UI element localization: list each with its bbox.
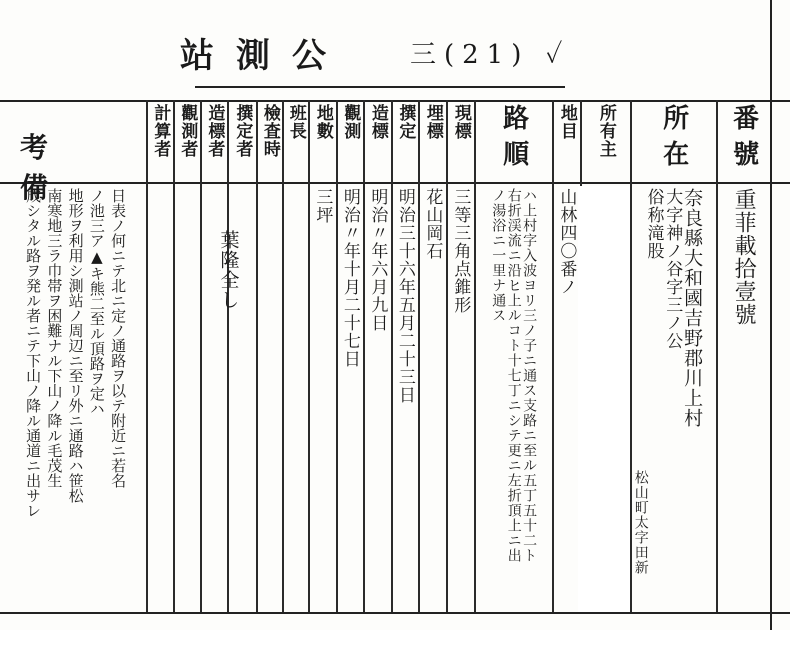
cell-land-category: 山林四〇番ノ bbox=[556, 188, 577, 296]
cell-location: 奈良縣大和國吉野郡川上村 大字神ノ谷字三ノ公 俗称滝股 bbox=[643, 188, 704, 428]
header-land-area: 地數 bbox=[312, 104, 333, 140]
header-selection: 撰定 bbox=[395, 104, 416, 140]
table-top-rule bbox=[0, 100, 790, 102]
redacted-owner-area bbox=[578, 186, 630, 612]
header-owner: 所有主 bbox=[595, 104, 616, 158]
header-land-category: 地目 bbox=[556, 104, 577, 140]
cell-selection-date: 明治三十六年五月二十三日 bbox=[394, 188, 415, 404]
header-route: 路順 bbox=[498, 104, 529, 176]
cell-observation-date: 明治〃年十月二十七日 bbox=[339, 188, 360, 368]
header-observer: 觀測者 bbox=[177, 104, 198, 158]
page-title: 站測公 bbox=[180, 36, 348, 76]
title-suffix bbox=[410, 34, 570, 71]
cell-route: ハ上村字入波ヨリ三ノ子ニ通ス支路ニ至ル五丁五十二ト 右折渓流ニ沿ヒ上ルコト十七丁ニシテ更ニ左折頂上ニ出 ノ湯浴ニ一里ナ通ス bbox=[490, 188, 538, 563]
header-calculator: 計算者 bbox=[150, 104, 171, 158]
check-mark: ✓ bbox=[545, 40, 571, 70]
cell-selector-name: 葉隆全し bbox=[217, 230, 240, 310]
header-marker-builder: 造標者 bbox=[204, 104, 225, 158]
title-number: 三(21) bbox=[410, 40, 530, 70]
cell-current-marker: 三等三角点錐形 bbox=[450, 188, 471, 314]
header-location: 所在 bbox=[658, 104, 689, 176]
header-number: 番號 bbox=[728, 104, 759, 176]
cell-remarks: 日表ノ何ニテ北ニ定ノ通路ヲ以テ附近ニ若名 ノ池三ア▲キ熊二至ル頂路ヲ定ハ 地形ヲ利用シ測站ノ周辺ニ至リ外ニ通路ハ笹松 南寒地三ラ巾帯ヲ困難ナル下山ノ降ル毛茂生 成シタル路ヲ発ル者ニテ下山ノ降ル通道ニ出サレ bbox=[24, 188, 128, 518]
cell-land-area: 三坪 bbox=[312, 188, 333, 224]
header-selector: 撰定者 bbox=[232, 104, 253, 158]
cell-location-note: 松山町太字田新 bbox=[632, 470, 649, 575]
title-underline bbox=[195, 86, 565, 88]
header-observation: 觀測 bbox=[340, 104, 361, 140]
cell-buried-marker: 花山岡石 bbox=[422, 188, 443, 260]
cell-marker-date: 明治〃年六月九日 bbox=[367, 188, 388, 332]
header-inspection-time: 檢査時 bbox=[259, 104, 280, 158]
cell-number: 重菲載拾壹號 bbox=[731, 188, 757, 326]
table-bottom-rule bbox=[0, 612, 790, 614]
header-buried-marker: 埋標 bbox=[422, 104, 443, 140]
header-team-leader: 班長 bbox=[285, 104, 306, 140]
header-marker-building: 造標 bbox=[367, 104, 388, 140]
header-remarks: 考備 bbox=[20, 131, 89, 204]
table-right-edge bbox=[770, 0, 772, 630]
header-current-marker: 現標 bbox=[450, 104, 471, 140]
